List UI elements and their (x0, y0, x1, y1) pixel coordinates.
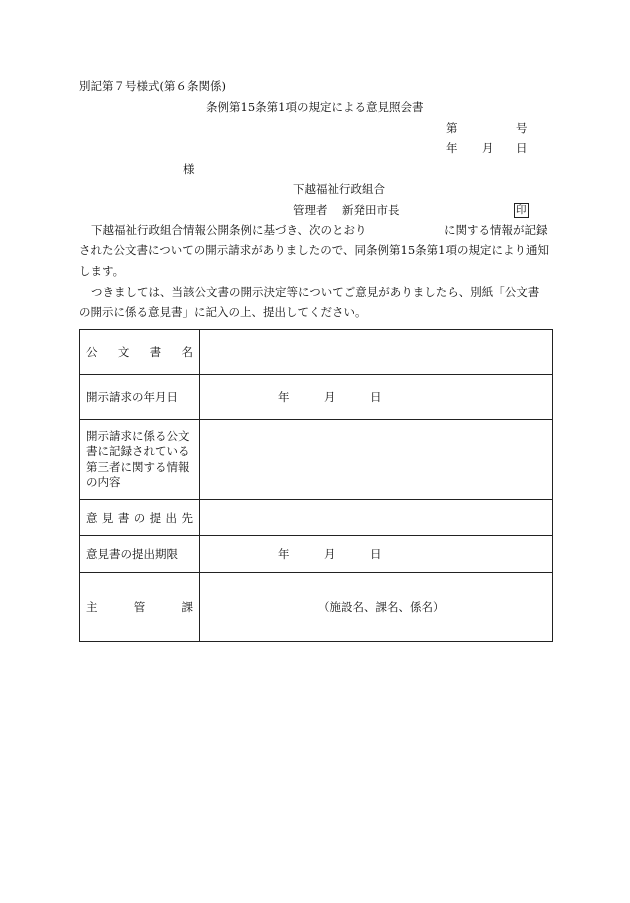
paragraph2-line2: の開示に係る意見書」に記入の上、提出してください。 (79, 305, 367, 319)
label-char: の (133, 510, 146, 525)
addressee-suffix: 様 (183, 162, 195, 176)
request-month: 月 (324, 390, 336, 404)
number-prefix: 第 (446, 121, 458, 135)
row-document-name (80, 330, 553, 375)
row-request-date (80, 375, 553, 420)
paragraph1-line1a: 下越福祉行政組合情報公開条例に基づき、次のとおり (91, 223, 367, 237)
date-day: 日 (516, 141, 528, 155)
label-char: 書 (117, 510, 130, 525)
deadline-month: 月 (324, 547, 336, 561)
value-document-name[interactable] (200, 330, 553, 375)
label-char: 提 (149, 510, 162, 525)
manager-name: 新発田市長 (342, 203, 400, 217)
managing-section-note: （施設名、課名、係名） (318, 600, 445, 614)
value-submission-deadline[interactable] (200, 536, 553, 573)
label-char: 管 (133, 600, 146, 614)
manager-title: 管理者 (293, 203, 328, 217)
paragraph1-line1b: に関する情報が記録 (444, 223, 548, 237)
value-request-date[interactable] (200, 375, 553, 420)
deadline-year: 年 (278, 547, 290, 561)
label-char: 意 (86, 510, 98, 525)
label-char: 主 (86, 600, 98, 614)
opinion-form-table (79, 329, 553, 642)
document-title: 条例第15条第1項の規定による意見照会書 (206, 100, 424, 114)
value-submission-address[interactable] (200, 500, 553, 536)
request-day: 日 (370, 390, 382, 404)
label-submission-deadline: 意見書の提出期限 (80, 536, 200, 573)
label-char: 公 (86, 345, 98, 359)
paragraph2-line1: つきましては、当該公文書の開示決定等についてご意見がありましたら、別紙「公文書 (91, 285, 540, 299)
paragraph1-line3: します。 (79, 264, 125, 278)
label-request-date: 開示請求の年月日 (80, 375, 200, 420)
label-char: 名 (181, 345, 193, 359)
label-char: 先 (181, 510, 193, 525)
request-year: 年 (278, 390, 290, 404)
label-char: 課 (181, 600, 193, 614)
row-third-party-info (80, 420, 553, 500)
date-month: 月 (482, 141, 494, 155)
label-third-party-info: 開示請求に係る公文書に記録されている第三者に関する情報の内容 (80, 420, 200, 500)
value-managing-section[interactable] (200, 573, 553, 642)
seal-mark: 印 (516, 204, 527, 216)
date-year: 年 (446, 141, 458, 155)
label-char: 出 (165, 510, 178, 525)
row-submission-address (80, 500, 553, 536)
label-char: 文 (117, 345, 130, 359)
row-submission-deadline (80, 536, 553, 573)
label-char: 見 (101, 510, 114, 525)
label-document-name (80, 330, 200, 375)
organization-name: 下越福祉行政組合 (293, 182, 385, 196)
deadline-day: 日 (370, 547, 382, 561)
label-submission-address (80, 500, 200, 536)
form-number: 別記第７号様式(第６条関係) (79, 79, 226, 93)
label-managing-section (80, 573, 200, 642)
number-suffix: 号 (516, 121, 528, 135)
row-managing-section (80, 573, 553, 642)
label-char: 書 (149, 345, 162, 359)
paragraph1-line2: された公文書についての開示請求がありましたので、同条例第15条第1項の規定により通知 (79, 243, 549, 257)
value-third-party-info[interactable] (200, 420, 553, 500)
